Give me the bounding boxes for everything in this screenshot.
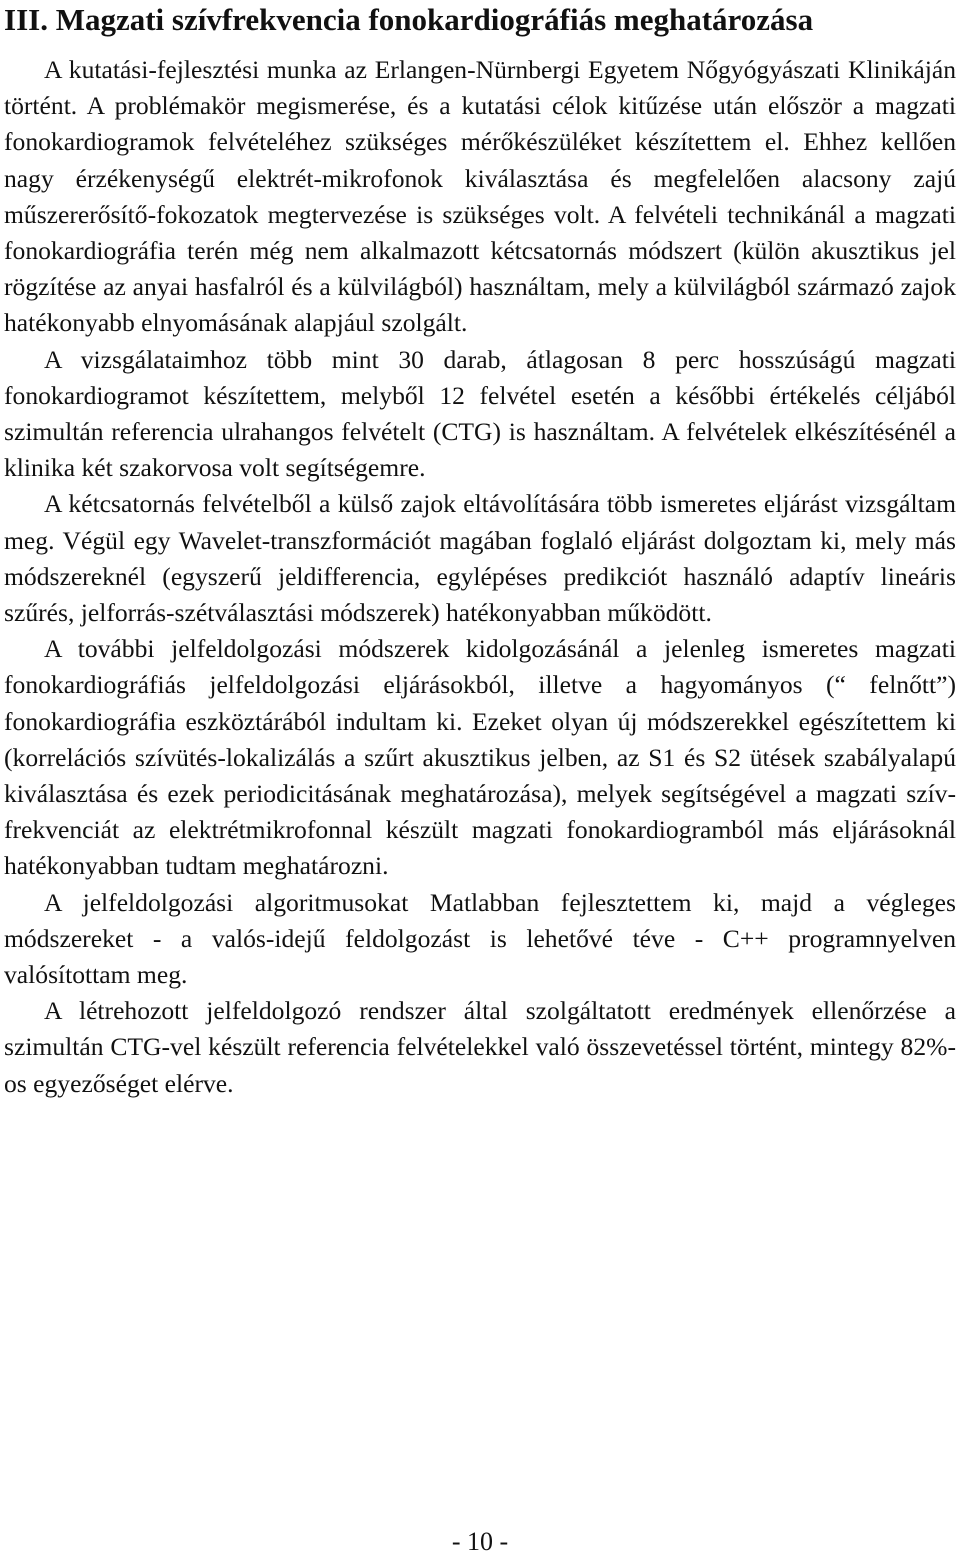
paragraph-noise-removal: A kétcsatornás felvételből a külső zajok eltávolítására több ismeretes eljárást vizsgáltam meg. Végül egy Wavelet-transzformációt magában foglaló eljárást dolgoztam ki, mely más módszereknél (egyszerű jeldifferencia, egylépéses predikciót használó adaptív lineáris szűrés, jelforrás-szétválasztási módszerek) hatékonyabban működött. (4, 489, 956, 628)
paragraph-research-setup: A kutatási-fejlesztési munka az Erlangen-Nürnbergi Egyetem Nőgyógyászati Klinikáján történt. A problémakör megismerése, és a kutatási célok kitűzése után először a magzati fonokardiogramok felvételéhez szükséges mérőkészüléket készítettem el. Ehhez kellően nagy érzékenységű elektrét-mikrofonok kiválasztása és megfelelően alacsony zajú műszererősítő-fokozatok megtervezése is szükséges volt. A felvételi technikánál a magzati fonokardiográfia terén még nem alkalmazott kétcsatornás módszert (külön akusztikus jel rögzítése az anyai hasfalról és a külvilágból) használtam, mely a külvilágból származó zajok hatékonyabb elnyomásának alapjául szolgált. (4, 55, 956, 338)
section-heading: III. Magzati szívfrekvencia fonokardiográfiás meghatározása (4, 2, 814, 37)
paragraph-recordings: A vizsgálataimhoz több mint 30 darab, átlagosan 8 perc hosszúságú magzati fonokardiogramot készítettem, melyből 12 felvétel esetén a későbbi értékelés céljából szimultán referencia ulrahangos felvételt (CTG) is használtam. A felvételek elkészítésénél a klinika két szakorvosa volt segítségemre. (4, 344, 956, 483)
paragraph-signal-processing: A további jelfeldolgozási módszerek kidolgozásánál a jelenleg ismeretes magzati fonokardiográfiás jelfeldolgozási eljárásokból, illetve a hagyományos (“ felnőtt”) fonokardiográfia eszköztárából indultam ki. Ezeket olyan új módszerekkel egészítettem ki (korrelációs szívütés-lokalizálás a szűrt akusztikus jelben, az S1 és S2 ütések szabályalapú kiválasztása és ezek periodicitásának meghatározása), melyek segítségével a magzati szív-frekvenciát az elektrétmikrofonnal készült magzati fonokardiogramból más eljárásoknál hatékonyabban tudtam meghatározni. (4, 634, 956, 881)
document-page (4, 0, 956, 1102)
page-number: - 10 - (451, 1527, 509, 1556)
paragraph-implementation: A jelfeldolgozási algoritmusokat Matlabban fejlesztettem ki, majd a végleges módszereket - a valós-idejű feldolgozást is lehetővé téve - C++ programnyelven valósítottam meg. (4, 887, 956, 990)
paragraph-results: A létrehozott jelfeldolgozó rendszer által szolgáltatott eredmények ellenőrzése a szimultán CTG-vel készült referencia felvételekkel való összevetéssel történt, mintegy 82%-os egyezőséget elérve. (4, 996, 956, 1098)
